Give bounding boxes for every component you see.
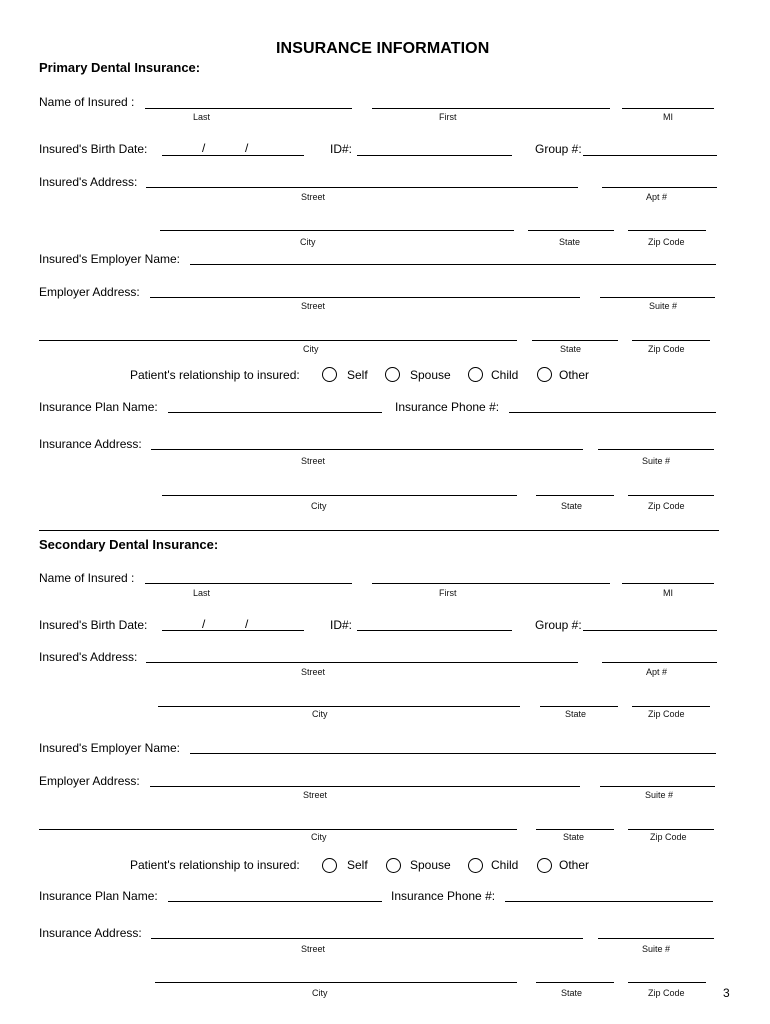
primary-employer-zip-field[interactable] [632,340,710,341]
secondary-spouse-label: Spouse [410,858,451,872]
secondary-employer-zip-caption: Zip Code [650,832,687,842]
secondary-employer-zip-field[interactable] [628,829,714,830]
primary-mi-field[interactable] [622,108,714,109]
primary-state-caption: State [559,237,581,247]
secondary-ins-zip-field[interactable] [628,982,706,983]
primary-ins-street-field[interactable] [151,449,583,450]
primary-spouse-radio[interactable] [385,367,400,382]
secondary-plan-label: Insurance Plan Name: [39,889,158,903]
secondary-street-field[interactable] [146,662,578,663]
primary-ins-address-label: Insurance Address: [39,437,142,451]
primary-heading: Primary Dental Insurance: [39,60,201,75]
secondary-plan-field[interactable] [168,901,382,902]
secondary-birth-slash-1: / [202,617,206,631]
secondary-apt-field[interactable] [602,662,717,663]
secondary-self-radio[interactable] [322,858,337,873]
secondary-other-label: Other [559,858,590,872]
secondary-mi-caption: MI [663,588,673,598]
primary-ins-suite-field[interactable] [598,449,714,450]
primary-first-name-field[interactable] [372,108,610,109]
secondary-other-radio[interactable] [537,858,552,873]
secondary-birth-date-field[interactable] [162,630,304,631]
primary-employer-address-label: Employer Address: [39,285,140,299]
primary-first-caption: First [439,112,457,122]
secondary-ins-address-label: Insurance Address: [39,926,142,940]
secondary-employer-street-field[interactable] [150,786,580,787]
primary-employer-city-field[interactable] [39,340,517,341]
secondary-employer-city-field[interactable] [39,829,517,830]
primary-employer-state-field[interactable] [532,340,618,341]
primary-birth-label: Insured's Birth Date: [39,142,148,156]
secondary-last-name-field[interactable] [145,583,352,584]
secondary-state-field[interactable] [540,706,618,707]
secondary-employer-city-caption: City [311,832,327,842]
secondary-phone-field[interactable] [505,901,713,902]
secondary-zip-caption: Zip Code [648,709,685,719]
secondary-self-label: Self [347,858,368,872]
secondary-ins-state-caption: State [561,988,583,998]
secondary-employer-label: Insured's Employer Name: [39,741,181,755]
secondary-child-radio[interactable] [468,858,483,873]
primary-birth-slash-2: / [245,141,249,155]
primary-ins-state-caption: State [561,501,583,511]
secondary-employer-field[interactable] [190,753,716,754]
secondary-ins-city-field[interactable] [155,982,517,983]
secondary-zip-field[interactable] [632,706,710,707]
primary-employer-label: Insured's Employer Name: [39,252,181,266]
secondary-employer-address-label: Employer Address: [39,774,140,788]
secondary-birth-slash-2: / [245,617,249,631]
secondary-state-caption: State [565,709,587,719]
primary-ins-city-field[interactable] [162,495,517,496]
primary-group-label: Group #: [535,142,582,156]
secondary-ins-city-caption: City [312,988,328,998]
primary-last-caption: Last [193,112,211,122]
primary-group-field[interactable] [583,155,717,156]
primary-self-radio[interactable] [322,367,337,382]
secondary-child-label: Child [491,858,519,872]
secondary-birth-label: Insured's Birth Date: [39,618,148,632]
secondary-ins-street-field[interactable] [151,938,583,939]
secondary-last-caption: Last [193,588,211,598]
primary-apt-caption: Apt # [646,192,668,202]
section-divider [39,530,719,531]
page-number: 3 [723,986,730,1000]
primary-address-label: Insured's Address: [39,175,138,189]
primary-ins-state-field[interactable] [536,495,614,496]
secondary-ins-state-field[interactable] [536,982,614,983]
primary-city-caption: City [300,237,316,247]
secondary-ins-suite-caption: Suite # [642,944,671,954]
primary-ins-street-caption: Street [301,456,326,466]
primary-ins-city-caption: City [311,501,327,511]
primary-employer-city-caption: City [303,344,319,354]
primary-employer-suite-caption: Suite # [649,301,678,311]
primary-employer-street-field[interactable] [150,297,580,298]
primary-zip-field[interactable] [628,230,706,231]
primary-city-field[interactable] [160,230,514,231]
primary-ins-zip-field[interactable] [628,495,714,496]
secondary-first-name-field[interactable] [372,583,610,584]
primary-ins-zip-caption: Zip Code [648,501,685,511]
secondary-employer-state-caption: State [563,832,585,842]
secondary-address-label: Insured's Address: [39,650,138,664]
primary-birth-date-field[interactable] [162,155,304,156]
primary-ins-suite-caption: Suite # [642,456,671,466]
primary-other-radio[interactable] [537,367,552,382]
secondary-employer-street-caption: Street [303,790,328,800]
secondary-apt-caption: Apt # [646,667,668,677]
secondary-ins-street-caption: Street [301,944,326,954]
primary-employer-zip-caption: Zip Code [648,344,685,354]
secondary-ins-zip-caption: Zip Code [648,988,685,998]
secondary-employer-suite-field[interactable] [600,786,715,787]
primary-employer-state-caption: State [560,344,582,354]
primary-spouse-label: Spouse [410,368,451,382]
primary-relationship-label: Patient's relationship to insured: [130,368,300,382]
secondary-ins-suite-field[interactable] [598,938,714,939]
secondary-mi-field[interactable] [622,583,714,584]
primary-state-field[interactable] [528,230,614,231]
secondary-heading: Secondary Dental Insurance: [39,537,219,552]
primary-id-field[interactable] [357,155,512,156]
primary-child-label: Child [491,368,519,382]
primary-plan-field[interactable] [168,412,382,413]
primary-name-label: Name of Insured : [39,95,135,109]
secondary-id-label: ID#: [330,618,353,632]
secondary-employer-state-field[interactable] [536,829,614,830]
primary-street-caption: Street [301,192,326,202]
primary-employer-street-caption: Street [301,301,326,311]
secondary-id-field[interactable] [357,630,512,631]
secondary-group-label: Group #: [535,618,582,632]
secondary-city-caption: City [312,709,328,719]
secondary-street-caption: Street [301,667,326,677]
primary-zip-caption: Zip Code [648,237,685,247]
secondary-employer-suite-caption: Suite # [645,790,674,800]
primary-phone-field[interactable] [509,412,716,413]
primary-id-label: ID#: [330,142,353,156]
secondary-name-label: Name of Insured : [39,571,135,585]
secondary-spouse-radio[interactable] [386,858,401,873]
primary-child-radio[interactable] [468,367,483,382]
primary-employer-suite-field[interactable] [600,297,715,298]
secondary-first-caption: First [439,588,457,598]
primary-birth-slash-1: / [202,141,206,155]
primary-street-field[interactable] [146,187,578,188]
primary-plan-label: Insurance Plan Name: [39,400,158,414]
secondary-group-field[interactable] [583,630,717,631]
secondary-city-field[interactable] [158,706,520,707]
primary-employer-field[interactable] [190,264,716,265]
primary-last-name-field[interactable] [145,108,352,109]
primary-mi-caption: MI [663,112,673,122]
page-title: INSURANCE INFORMATION [276,40,490,57]
secondary-relationship-label: Patient's relationship to insured: [130,858,300,872]
primary-other-label: Other [559,368,590,382]
primary-self-label: Self [347,368,368,382]
primary-apt-field[interactable] [602,187,717,188]
primary-phone-label: Insurance Phone #: [395,400,500,414]
secondary-phone-label: Insurance Phone #: [391,889,496,903]
